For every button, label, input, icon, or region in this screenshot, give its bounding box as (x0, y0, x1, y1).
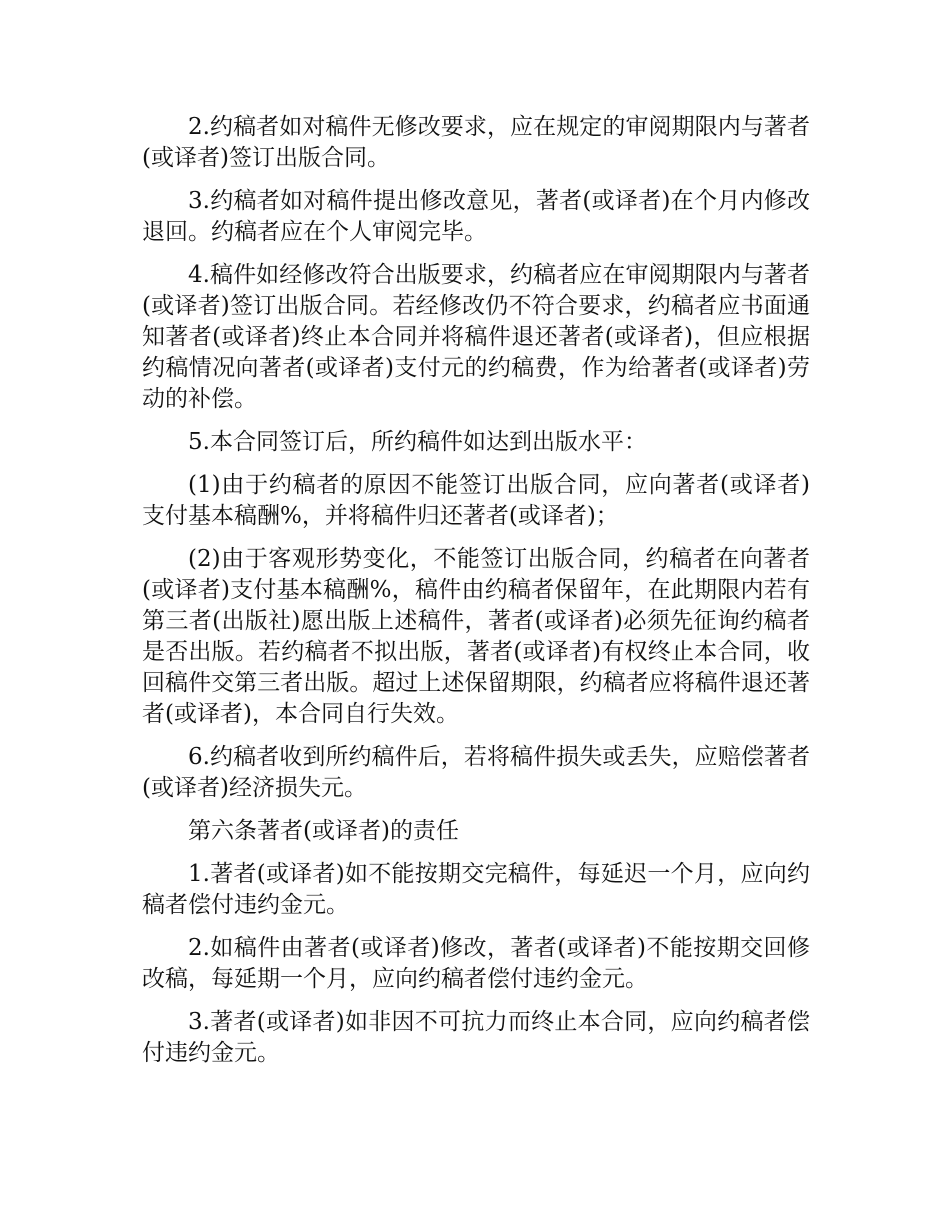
paragraph-clause-6-2: 2.如稿件由著者(或译者)修改，著者(或译者)不能按期交回修改稿，每延期一个月，应向约稿者偿付违约金元。 (142, 935, 810, 992)
paragraph-clause-5-5-1: (1)由于约稿者的原因不能签订出版合同，应向著者(或译者)支付基本稿酬%，并将稿件归还著者(或译者)； (142, 472, 810, 529)
paragraph-clause-5-4: 4.稿件如经修改符合出版要求，约稿者应在审阅期限内与著者(或译者)签订出版合同。若经修改仍不符合要求，约稿者应书面通知著者(或译者)终止本合同并将稿件退还著者(或译者)，但应根据约稿情况向著者(或译者)支付元的约稿费，作为给著者(或译者)劳动的补偿。 (142, 262, 810, 412)
paragraph-clause-5-3: 3.约稿者如对稿件提出修改意见，著者(或译者)在个月内修改退回。约稿者应在个人审阅完毕。 (142, 188, 810, 245)
document-page (142, 112, 810, 1081)
paragraph-clause-5-2: 2.约稿者如对稿件无修改要求，应在规定的审阅期限内与著者(或译者)签订出版合同。 (142, 114, 810, 171)
paragraph-clause-5-5-2: (2)由于客观形势变化，不能签订出版合同，约稿者在向著者(或译者)支付基本稿酬%，稿件由约稿者保留年，在此期限内若有第三者(出版社)愿出版上述稿件，著者(或译者)必须先征询约稿者是否出版。若约稿者不拟出版，著者(或译者)有权终止本合同，收回稿件交第三者出版。超过上述保留期限，约稿者应将稿件退还著者(或译者)，本合同自行失效。 (142, 546, 810, 727)
paragraph-clause-5-5: 5.本合同签订后，所约稿件如达到出版水平： (188, 429, 647, 455)
paragraph-clause-5-6: 6.约稿者收到所约稿件后，若将稿件损失或丢失，应赔偿著者(或译者)经济损失元。 (142, 744, 810, 801)
paragraph-clause-6-1: 1.著者(或译者)如不能按期交完稿件，每延迟一个月，应向约稿者偿付违约金元。 (142, 861, 810, 918)
section-heading-article-6: 第六条著者(或译者)的责任 (188, 818, 459, 844)
paragraph-clause-6-3: 3.著者(或译者)如非因不可抗力而终止本合同，应向约稿者偿付违约金元。 (142, 1009, 810, 1066)
